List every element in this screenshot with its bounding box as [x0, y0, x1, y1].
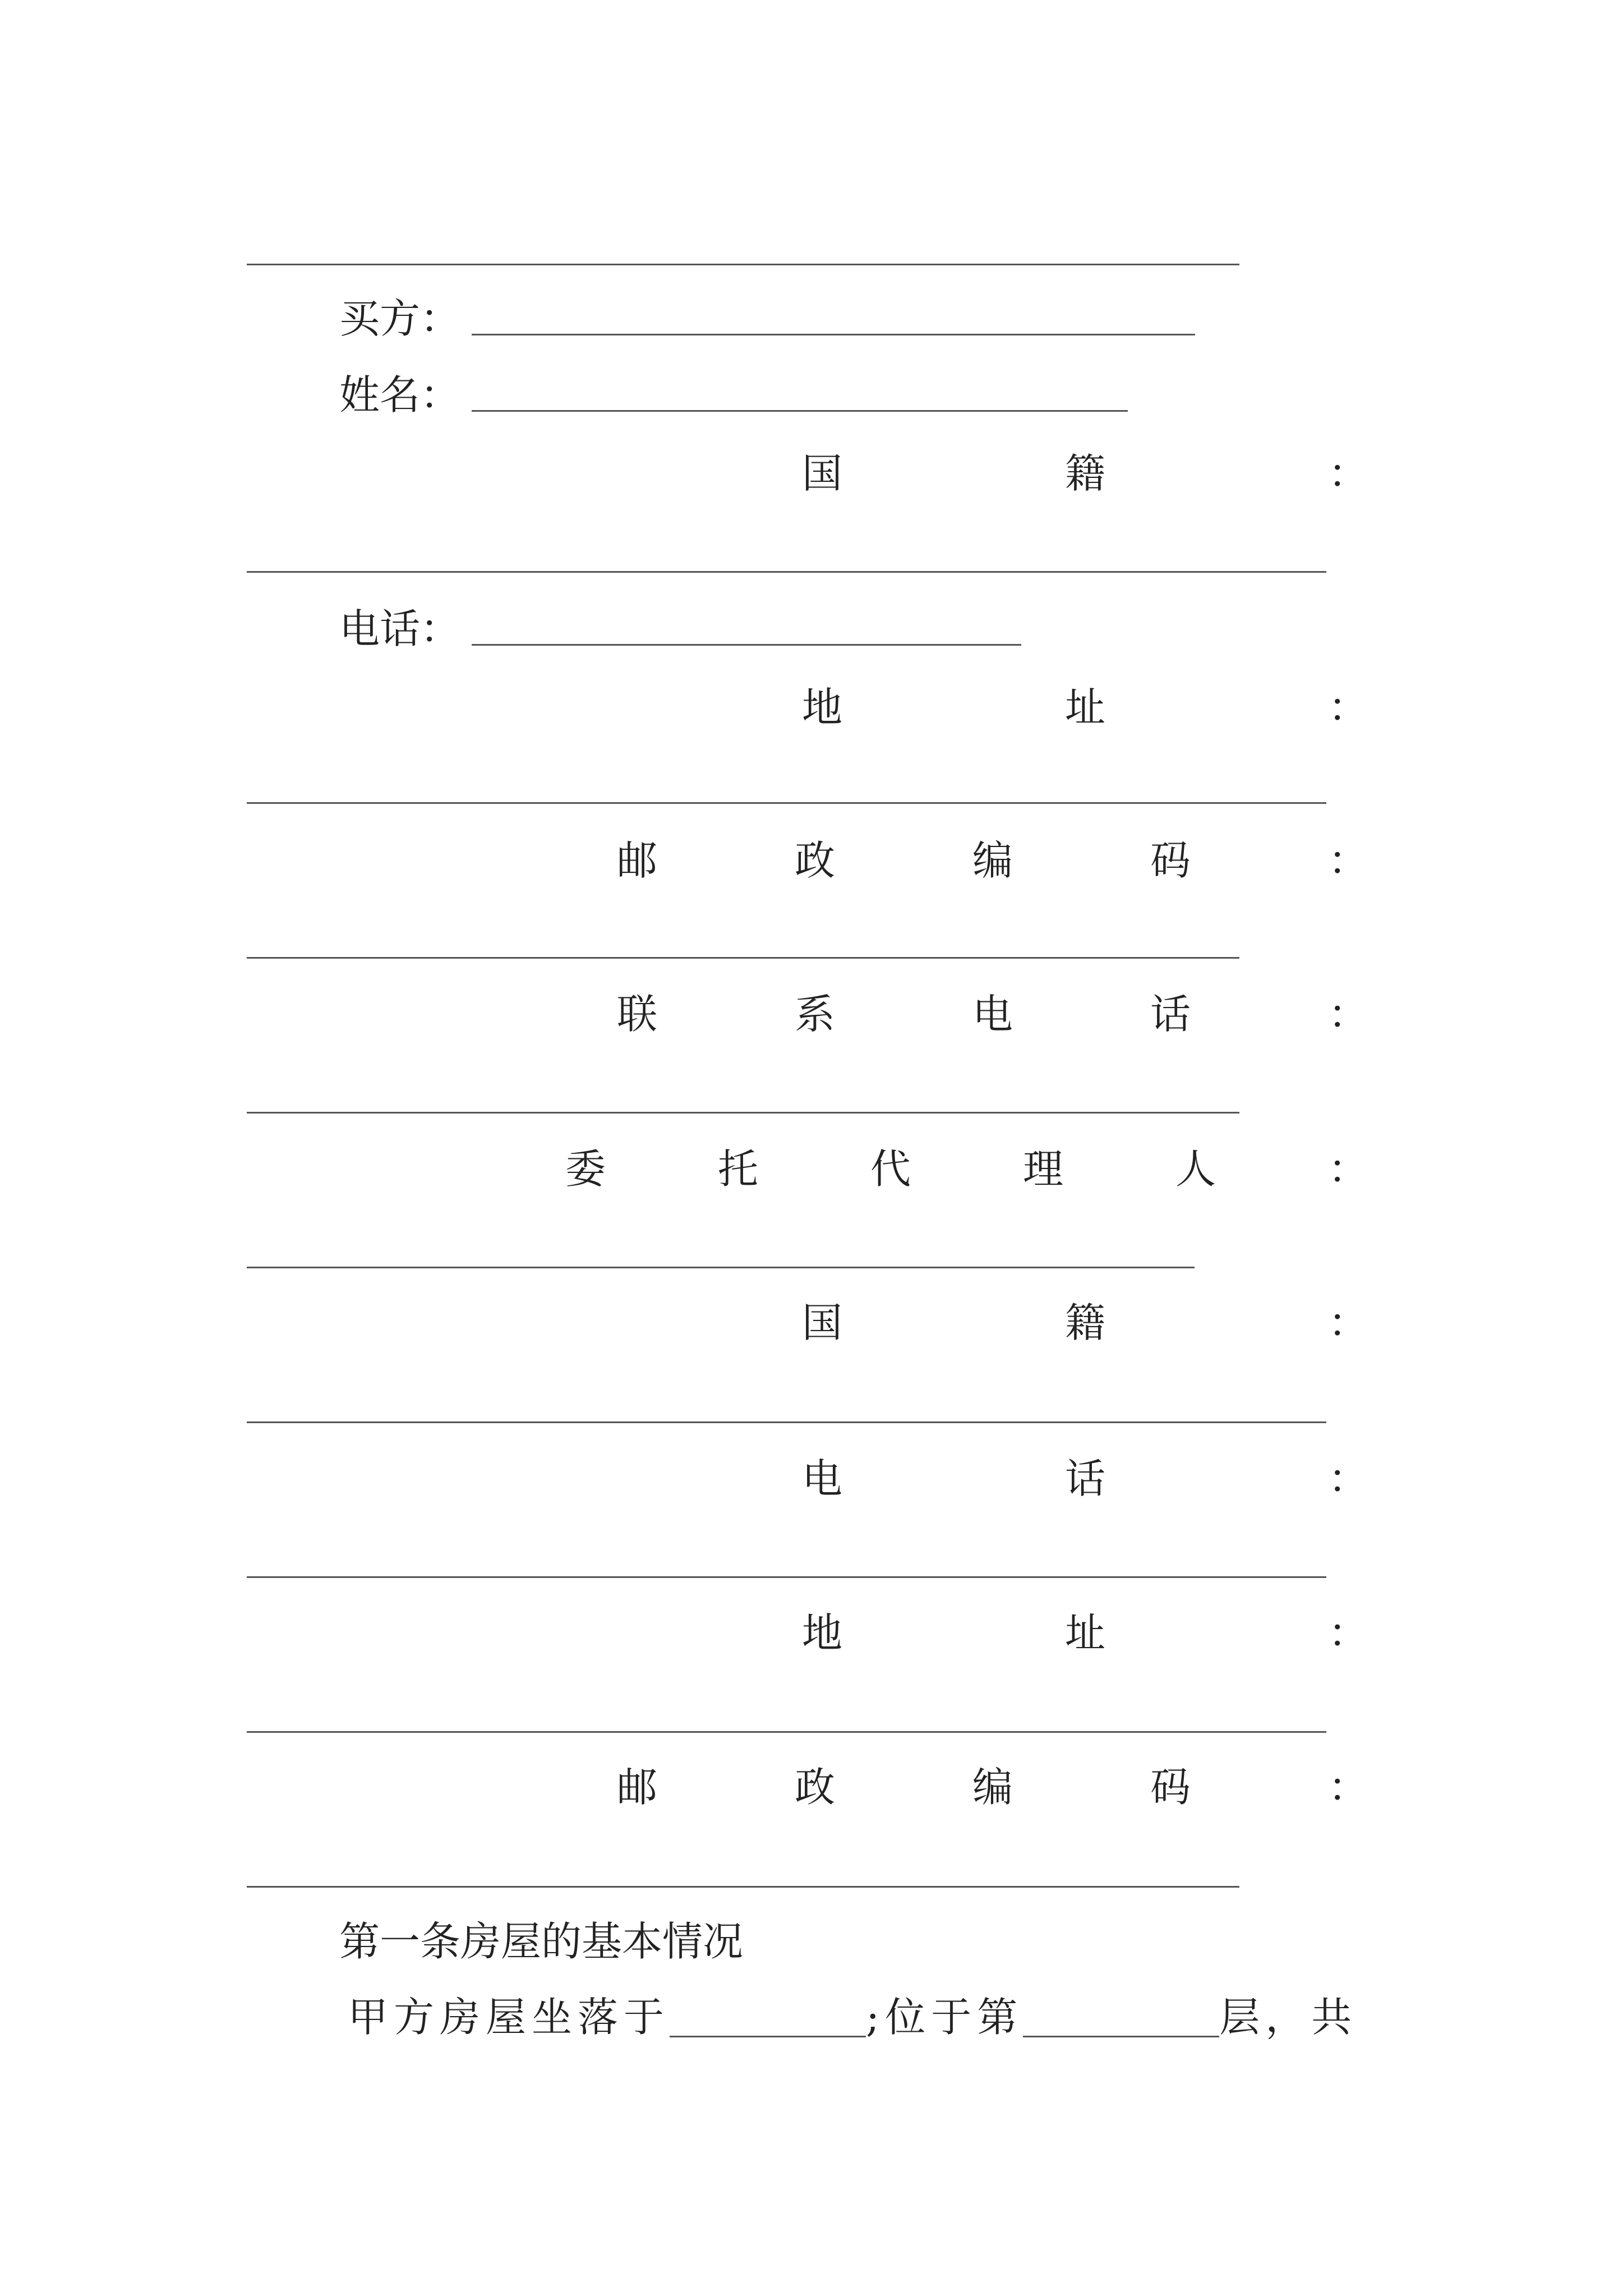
buyer-field — [339, 295, 1195, 342]
char: 籍 — [1064, 1299, 1105, 1346]
colon: ： — [1327, 837, 1368, 884]
colon: ： — [1327, 684, 1368, 731]
agent-address-blank[interactable] — [247, 1731, 1326, 1733]
buyer-contact-phone-label — [617, 991, 1368, 1038]
agent-nationality-blank[interactable] — [247, 1421, 1326, 1423]
char: 电 — [972, 991, 1013, 1038]
floor-blank[interactable] — [1023, 1999, 1219, 2037]
phone-blank[interactable] — [472, 644, 1021, 646]
article1-heading: 第一条房屋的基本情况 — [339, 1918, 744, 1965]
agent-title-label — [565, 1145, 1368, 1193]
buyer-postcode-blank[interactable] — [247, 957, 1239, 959]
char: 址 — [1064, 1609, 1105, 1657]
char: 人 — [1175, 1145, 1216, 1193]
char: 电 — [802, 1455, 843, 1502]
phone-field — [339, 605, 1021, 652]
char: 话 — [1150, 991, 1191, 1038]
char: 委 — [565, 1145, 606, 1193]
buyer-address-label — [802, 684, 1368, 731]
char: 政 — [794, 1764, 835, 1811]
agent-address-label — [802, 1609, 1368, 1657]
agent-nationality-label — [802, 1299, 1368, 1346]
buyer-blank[interactable] — [472, 334, 1195, 335]
char: 话 — [1064, 1455, 1105, 1502]
char: 政 — [794, 837, 835, 884]
char: 托 — [717, 1145, 758, 1193]
agent-phone-blank[interactable] — [247, 1576, 1326, 1578]
char: 联 — [617, 991, 658, 1038]
char: 籍 — [1064, 450, 1105, 497]
name-blank[interactable] — [472, 410, 1128, 412]
char: 码 — [1150, 1764, 1191, 1811]
char: 编 — [972, 1764, 1013, 1811]
char: 系 — [794, 991, 835, 1038]
article1-location-line — [348, 1994, 1358, 2041]
name-label: 姓名： — [339, 371, 461, 418]
colon: ： — [1327, 991, 1368, 1038]
location-text: 甲方房屋坐落于 — [348, 1994, 670, 2041]
char: 理 — [1022, 1145, 1063, 1193]
buyer-nationality-blank[interactable] — [247, 571, 1326, 573]
char: 址 — [1064, 684, 1105, 731]
buyer-contact-phone-blank[interactable] — [247, 1112, 1239, 1114]
buyer-address-blank[interactable] — [247, 802, 1326, 804]
total-floors-text: 层，共 — [1219, 1994, 1358, 2041]
buyer-postcode-label — [617, 837, 1368, 884]
colon: ： — [1327, 1145, 1368, 1193]
colon: ： — [1327, 1764, 1368, 1811]
char: 邮 — [617, 837, 658, 884]
char: 国 — [802, 1299, 843, 1346]
char: 国 — [802, 450, 843, 497]
phone-label: 电话： — [339, 605, 461, 652]
agent-postcode-label — [617, 1764, 1368, 1811]
floor-text: ;位于第 — [866, 1994, 1023, 2041]
fill-line — [247, 264, 1239, 265]
buyer-label: 买方： — [339, 295, 461, 342]
char: 地 — [802, 1609, 843, 1657]
buyer-nationality-label — [802, 450, 1368, 497]
char: 邮 — [617, 1764, 658, 1811]
agent-name-blank[interactable] — [247, 1267, 1195, 1268]
char: 编 — [972, 837, 1013, 884]
colon: ： — [1327, 1299, 1368, 1346]
char: 代 — [870, 1145, 911, 1193]
char: 码 — [1150, 837, 1191, 884]
location-blank[interactable] — [670, 1999, 866, 2037]
colon: ： — [1327, 1609, 1368, 1657]
agent-postcode-blank[interactable] — [247, 1886, 1239, 1888]
name-field — [339, 371, 1128, 418]
agent-phone-label — [802, 1455, 1368, 1502]
char: 地 — [802, 684, 843, 731]
colon: ： — [1327, 450, 1368, 497]
colon: ： — [1327, 1455, 1368, 1502]
